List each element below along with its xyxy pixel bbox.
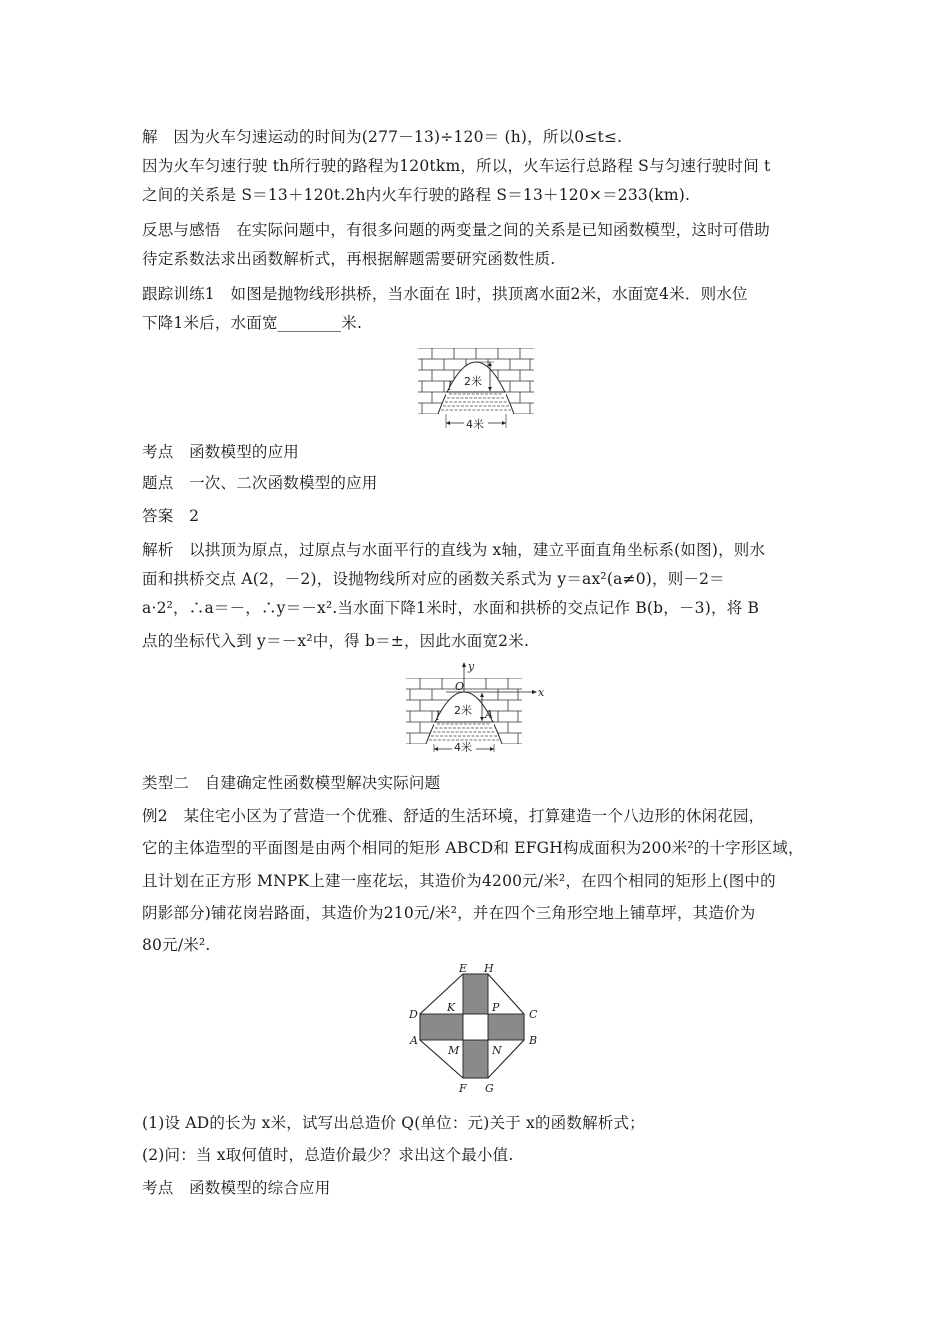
question-1: (1)设 AD的长为 x米，试写出总造价 Q(单位：元)关于 x的函数解析式； [142,1114,645,1132]
vertex-m-label: M [448,1044,460,1057]
topic-point-line: 题点 一次、二次函数模型的应用 [142,474,378,492]
solution-line-2: 因为火车匀速行驶 th所行驶的路程为120tkm，所以，火车运行总路程 S与匀速行驶时间 t [142,157,771,175]
width-label: 4米 [466,418,484,431]
vertex-p-label: P [492,1001,500,1014]
water-line-label: l [448,380,452,393]
y-axis-label: y [468,660,475,673]
analysis-line-4: 点的坐标代入到 y＝－x²中，得 b＝±，因此水面宽2米. [142,632,530,650]
exercise-line-1: 跟踪训练1 如图是抛物线形拱桥，当水面在 l时，拱顶离水面2米，水面宽4米．则水位 [142,285,748,303]
example-line-3: 且计划在正方形 MNPK上建一座花坛，其造价为4200元/米²，在四个相同的矩形上(图中的 [142,872,776,890]
height-label-2: 2米 [454,704,472,717]
origin-label: O [455,680,465,693]
x-axis-label: x [538,686,545,699]
test-point-line-2: 考点 函数模型的综合应用 [142,1179,331,1197]
vertex-b-label: B [529,1034,538,1047]
width-label-2: 4米 [454,741,472,752]
vertex-k-label: K [447,1001,456,1014]
example-line-5: 80元/米². [142,936,211,954]
octagon-garden-figure [404,962,550,1114]
test-point-line: 考点 函数模型的应用 [142,443,300,461]
vertex-e-label: E [459,962,468,975]
answer-line: 答案 2 [142,507,200,525]
analysis-line-2: 面和拱桥交点 A(2，－2)，设抛物线所对应的函数关系式为 y＝ax²(a≠0)，则－2＝ [142,570,725,588]
vertex-c-label: C [529,1008,538,1021]
point-a-label: A [485,708,493,721]
analysis-line-1: 解析 以拱顶为原点，过原点与水面平行的直线为 x轴，建立平面直角坐标系(如图)，则水 [142,541,766,559]
height-label: 2米 [464,375,482,388]
arch-bridge-axes-diagram [406,660,546,752]
arch-bridge-figure [418,348,534,432]
type-two-heading: 类型二 自建确定性函数模型解决实际问题 [142,774,441,792]
reflection-line-1: 反思与感悟 在实际问题中，有很多问题的两变量之间的关系是已知函数模型，这时可借助 [142,221,771,239]
example-line-1: 例2 某住宅小区为了营造一个优雅、舒适的生活环境，打算建造一个八边形的休闲花园， [142,807,765,825]
vertex-f-label: F [459,1082,467,1095]
solution-line-3: 之间的关系是 S＝13＋120t.2h内火车行驶的路程 S＝13＋120×＝233(km). [142,186,691,204]
octagon-garden-diagram [404,962,550,1114]
analysis-line-3: a·2²，∴a＝－，∴y＝－x².当水面下降1米时，水面和拱桥的交点记作 B(b，－3)，将 B [142,599,760,617]
question-2: (2)问：当 x取何值时，总造价最少？求出这个最小值. [142,1146,514,1164]
water-line-label-2: l [436,710,440,723]
arch-bridge-diagram [418,348,534,432]
arch-bridge-axes-figure [406,660,546,752]
reflection-line-2: 待定系数法求出函数解析式，再根据解题需要研究函数性质. [142,250,556,268]
solution-line-1: 解 因为火车匀速运动的时间为(277－13)÷120＝ (h)，所以0≤t≤. [142,128,623,146]
vertex-n-label: N [492,1044,502,1057]
vertex-a-label: A [410,1034,418,1047]
exercise-line-2: 下降1米后，水面宽________米. [142,314,363,332]
vertex-d-label: D [409,1008,418,1021]
vertex-g-label: G [485,1082,494,1095]
example-line-4: 阴影部分)铺花岗岩路面，其造价为210元/米²，并在四个三角形空地上铺草坪，其造价为 [142,904,756,922]
example-line-2: 它的主体造型的平面图是由两个相同的矩形 ABCD和 EFGH构成面积为200米²的十字形区域， [142,839,804,857]
vertex-h-label: H [484,962,494,975]
